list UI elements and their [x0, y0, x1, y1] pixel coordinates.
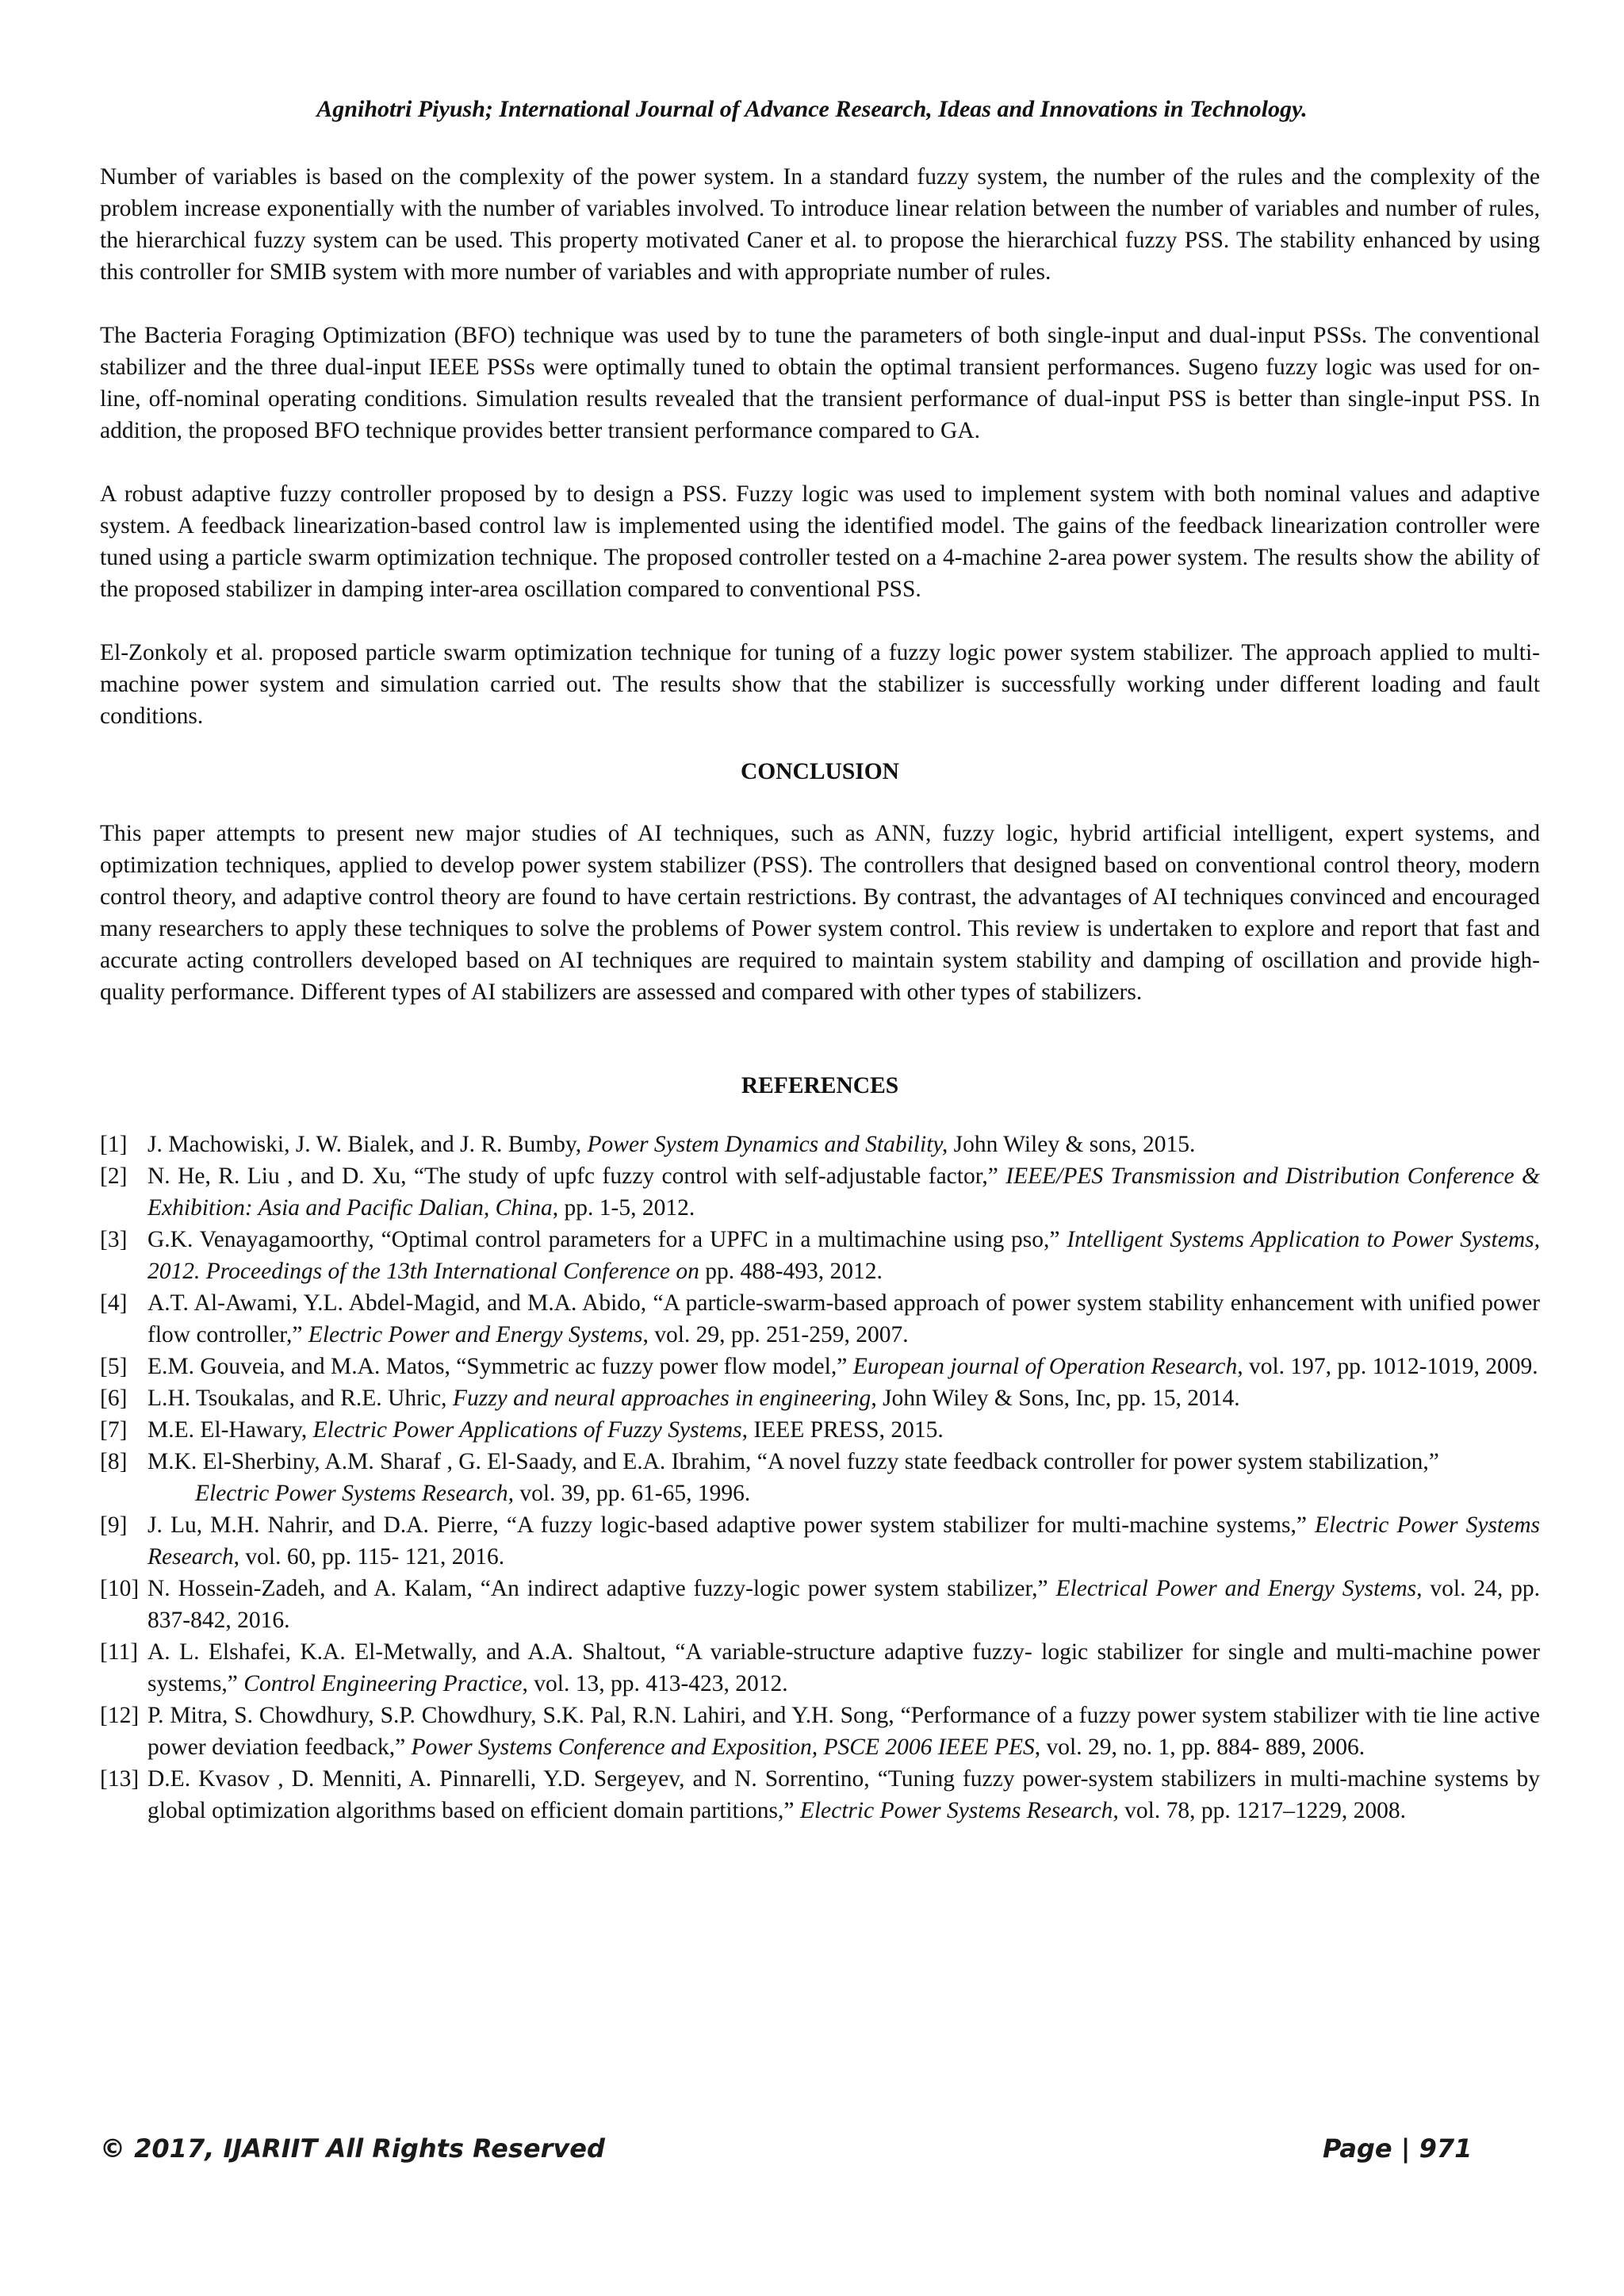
reference-item — [100, 1160, 1540, 1224]
paragraph: El-Zonkoly et al. proposed particle swarm optimization technique for tuning of a fuzzy logic power system stabilizer. The approach applied to multi-machine power system and simulation carried out. The results show that the stabilizer is successfully working under different loading and fault conditions. — [100, 640, 1540, 729]
reference-venue: Control Engineering Practice — [243, 1671, 523, 1696]
reference-number: [12] — [100, 1703, 140, 1728]
footer-copyright: © 2017, IJARIIT All Rights Reserved — [100, 2133, 605, 2164]
reference-authors-title: M.E. El-Hawary, — [147, 1417, 313, 1443]
reference-item — [100, 1129, 1540, 1160]
reference-details: , IEEE PRESS, 2015. — [741, 1417, 944, 1443]
footer-page-number: Page | 971 — [1323, 2133, 1473, 2164]
reference-details: pp. 488-493, 2012. — [699, 1259, 883, 1284]
reference-venue: Electrical Power and Energy Systems — [1055, 1576, 1417, 1601]
reference-number: [4] — [100, 1290, 128, 1316]
conclusion-heading: CONCLUSION — [741, 759, 899, 784]
conclusion-paragraph: This paper attempts to present new major studies of AI techniques, such as ANN, fuzzy logic, hybrid artificial intelligent, expert systems, and optimization techniques, applied to develop power system stabilizer (PSS). The controllers that designed based on conventional control theory, modern control theory, and adaptive control theory are found to have certain restrictions. By contrast, the advantages of AI techniques convinced and encouraged many researchers to apply these techniques to solve the problems of Power system control. This review is undertaken to explore and report that fast and accurate acting controllers developed based on AI techniques are required to maintain system stability and damping of oscillation and provide high-quality performance. Different types of AI stabilizers are assessed and compared with other types of stabilizers. — [100, 821, 1540, 1005]
reference-details: , vol. 24, pp. 837-842, 2016. — [147, 1576, 1540, 1633]
running-header: Agnihotri Piyush; International Journal of Advance Research, Ideas and Innovations in Technology. — [316, 96, 1308, 122]
reference-item — [100, 1224, 1540, 1287]
reference-venue: Electric Power Systems Research, — [195, 1481, 514, 1506]
body-text — [100, 161, 1540, 1826]
reference-number: [9] — [100, 1512, 128, 1538]
reference-details: , vol. 29, no. 1, pp. 884- 889, 2006. — [1034, 1734, 1365, 1760]
reference-venue: Power System Dynamics and Stability, — [587, 1132, 948, 1157]
reference-details: , vol. 197, pp. 1012-1019, 2009. — [1237, 1354, 1538, 1379]
reference-authors-title: E.M. Gouveia, and M.A. Matos, “Symmetric ac fuzzy power flow model,” — [147, 1354, 853, 1379]
reference-details: vol. 78, pp. 1217–1229, 2008. — [1118, 1798, 1406, 1823]
reference-number: [1] — [100, 1132, 128, 1157]
reference-number: [5] — [100, 1354, 128, 1379]
reference-number: [11] — [100, 1639, 139, 1665]
reference-item — [100, 1573, 1540, 1636]
reference-item — [100, 1446, 1540, 1509]
reference-number: [7] — [100, 1417, 128, 1443]
reference-authors-title: J. Lu, M.H. Nahrir, and D.A. Pierre, “A fuzzy logic-based adaptive power system stabilizer for multi-machine systems,” — [147, 1512, 1316, 1538]
reference-venue: Electric Power Systems Research — [147, 1512, 1540, 1570]
paragraph: Number of variables is based on the complexity of the power system. In a standard fuzzy system, the number of the rules and the complexity of the problem increase exponentially with the number of variables involved. To introduce linear relation between the number of variables and number of rules, the hierarchical fuzzy system can be used. This property motivated Caner et al. to propose the hierarchical fuzzy PSS. The stability enhanced by using this controller for SMIB system with more number of variables and with appropriate number of rules. — [100, 164, 1540, 285]
reference-details: , John Wiley & Sons, Inc, pp. 15, 2014. — [871, 1386, 1240, 1411]
reference-number: [13] — [100, 1766, 140, 1792]
reference-venue: Electric Power Applications of Fuzzy Systems — [312, 1417, 742, 1443]
reference-item — [100, 1509, 1540, 1573]
reference-venue: Electric Power and Energy Systems — [308, 1322, 643, 1347]
reference-venue: Intelligent Systems Application to Power Systems, 2012. Proceedings of the 13th International Conference on — [147, 1227, 1540, 1284]
reference-item — [100, 1700, 1540, 1763]
reference-venue: Electric Power Systems Research, — [799, 1798, 1119, 1823]
reference-number: [6] — [100, 1386, 128, 1411]
reference-venue: Power Systems Conference and Exposition, PSCE 2006 IEEE PES — [411, 1734, 1035, 1760]
reference-number: [3] — [100, 1227, 128, 1252]
reference-list — [100, 1129, 1540, 1826]
reference-number: [10] — [100, 1576, 140, 1601]
reference-authors-title: G.K. Venayagamoorthy, “Optimal control parameters for a UPFC in a multimachine using pso,” — [147, 1227, 1067, 1252]
reference-authors-title: P. Mitra, S. Chowdhury, S.P. Chowdhury, S.K. Pal, R.N. Lahiri, and Y.H. Song, “Performance of a fuzzy power system stabilizer with tie line active power deviation feedback,” — [147, 1703, 1540, 1760]
reference-venue: IEEE/PES Transmission and Distribution Conference & Exhibition: Asia and Pacific Dalian, China — [147, 1163, 1540, 1221]
reference-number: [2] — [100, 1163, 128, 1189]
reference-venue: European journal of Operation Research — [852, 1354, 1238, 1379]
reference-details: vol. 39, pp. 61-65, 1996. — [513, 1481, 751, 1506]
paragraph: A robust adaptive fuzzy controller proposed by to design a PSS. Fuzzy logic was used to implement system with both nominal values and adaptive system. A feedback linearization-based control law is implemented using the identified model. The gains of the feedback linearization controller were tuned using a particle swarm optimization technique. The proposed controller tested on a 4-machine 2-area power system. The results show the ability of the proposed stabilizer in damping inter-area oscillation compared to conventional PSS. — [100, 481, 1540, 602]
reference-item — [100, 1763, 1540, 1826]
reference-authors-title: A.T. Al-Awami, Y.L. Abdel-Magid, and M.A. Abido, “A particle-swarm-based approach of power system stability enhancement with unified power flow controller,” — [147, 1290, 1540, 1347]
reference-details: , pp. 1-5, 2012. — [552, 1195, 695, 1221]
reference-authors-title: M.K. El-Sherbiny, A.M. Sharaf , G. El-Saady, and E.A. Ibrahim, “A novel fuzzy state feedback controller for power system stabilization,” — [147, 1449, 1439, 1474]
reference-authors-title: N. He, R. Liu , and D. Xu, “The study of upfc fuzzy control with self-adjustable factor,” — [147, 1163, 1006, 1189]
reference-item — [100, 1636, 1540, 1700]
reference-number: [8] — [100, 1449, 128, 1474]
reference-details: , vol. 29, pp. 251-259, 2007. — [642, 1322, 909, 1347]
reference-item — [100, 1414, 1540, 1446]
reference-item — [100, 1382, 1540, 1414]
reference-authors-title: A. L. Elshafei, K.A. El-Metwally, and A.A. Shaltout, “A variable-structure adaptive fuzzy- logic stabilizer for single and multi-machine power systems,” — [147, 1639, 1540, 1696]
reference-authors-title: J. Machowiski, J. W. Bialek, and J. R. Bumby, — [147, 1132, 588, 1157]
reference-details: , vol. 13, pp. 413-423, 2012. — [522, 1671, 788, 1696]
reference-details: , vol. 60, pp. 115- 121, 2016. — [233, 1544, 505, 1570]
reference-authors-title: N. Hossein-Zadeh, and A. Kalam, “An indirect adaptive fuzzy-logic power system stabilizer,” — [147, 1576, 1056, 1601]
reference-item — [100, 1287, 1540, 1351]
reference-venue: Fuzzy and neural approaches in engineering — [452, 1386, 871, 1411]
reference-details: John Wiley & sons, 2015. — [948, 1132, 1196, 1157]
reference-authors-title: D.E. Kvasov , D. Menniti, A. Pinnarelli, Y.D. Sergeyev, and N. Sorrentino, “Tuning fuzzy power-system stabilizers in multi-machine systems by global optimization algorithms based on efficient domain partitions,” — [147, 1766, 1540, 1823]
paragraph: The Bacteria Foraging Optimization (BFO) technique was used by to tune the parameters of both single-input and dual-input PSSs. The conventional stabilizer and the three dual-input IEEE PSSs were optimally tuned to obtain the optimal transient performances. Sugeno fuzzy logic was used for on-line, off-nominal operating conditions. Simulation results revealed that the transient performance of dual-input PSS is better than single-input PSS. In addition, the proposed BFO technique provides better transient performance compared to GA. — [100, 323, 1540, 443]
reference-venue-line — [195, 1478, 1540, 1509]
reference-item — [100, 1351, 1540, 1382]
references-heading: REFERENCES — [741, 1073, 899, 1098]
reference-authors-title: L.H. Tsoukalas, and R.E. Uhric, — [147, 1386, 453, 1411]
